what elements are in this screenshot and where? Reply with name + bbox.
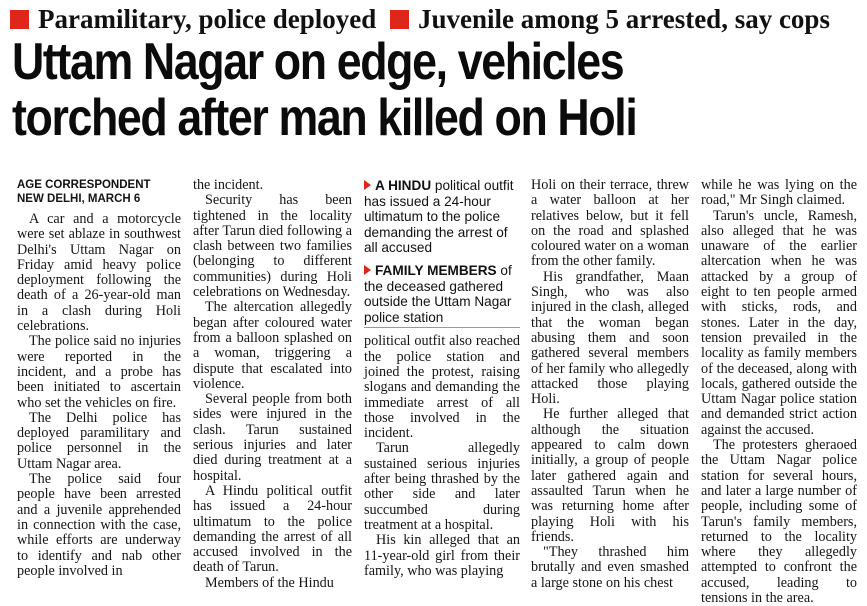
paragraph: The police said no injuries were reported in the incident, and a probe has been initiated to ascertain who set the vehicles on fire. [17, 333, 181, 411]
kicker-2: Juvenile among 5 arrested, say cops [417, 4, 830, 34]
paragraph: The police said four people have been arrested and a juvenile apprehended in connection with the case, while efforts are underway to identify and nab other people involved in [17, 471, 181, 579]
headline-line-2: torched after man killed on Holi [12, 89, 637, 147]
paragraph: A Hindu political outfit has issued a 24-hour ultimatum to the police demanding the arrest of all accused involved in the death of Tarun. [193, 482, 352, 576]
paragraph: His grandfather, Maan Singh, who was also injured in the clash, alleged that the woman began abusing them and soon gathered several members of her family who allegedly attacked those playing Holi. [531, 268, 689, 408]
paragraph: Tarun allegedly sustained serious injuries after being thrashed by the other side and later succumbed during treatment at a hospital. [364, 440, 520, 533]
highlight-1-text: political outfit has issued a 24-hour ultimatum to the police demanding the arrest of all accused [364, 178, 514, 256]
column-1 [17, 178, 181, 579]
paragraph: Holi on their terrace, threw a water balloon at her relatives below, but it fell on the road and splashed coloured water on a woman from the other family. [531, 177, 689, 270]
paragraph: A car and a motorcycle were set ablaze in southwest Delhi's Uttam Nagar on Friday amid heavy police deployment following the death of a 26-year-old man in a clash during Holi celebrations. [17, 211, 181, 335]
highlight-2 [364, 263, 520, 328]
highlight-2-text: of the deceased gathered outside the Uttam Nagar police station [364, 262, 512, 325]
paragraph: the incident. [193, 177, 264, 193]
highlight-1-lead: A HINDU [375, 178, 432, 193]
kicker-1: Paramilitary, police deployed [38, 4, 377, 34]
paragraph: The Delhi police has deployed paramilitary and police personnel in the Uttam Nagar area. [17, 409, 181, 472]
paragraph: political outfit also reached the police station and joined the protest, raising slogans and demanding the immediate arrest of all those involved in the incident. [364, 333, 520, 442]
paragraph: "They thrashed him brutally and even smashed a large stone on his chest [531, 544, 689, 591]
paragraph: Tarun's uncle, Ramesh, also alleged that he was unaware of the earlier altercation when he was attacked by a group of eight to ten people armed with sticks, rods, and stones. Later in the day, tension prevailed in the locality as family members of the deceased, along with locals, gathered outside the Uttam Nagar police station and demanded strict action against the accused. [701, 207, 857, 438]
paragraph: The altercation allegedly began after coloured water from a balloon splashed on a woman, triggering a dispute that escalated into violence. [193, 299, 352, 392]
highlight-1 [364, 178, 520, 256]
byline-author: AGE CORRESPONDENT [17, 179, 151, 191]
paragraph: Several people from both sides were injured in the clash. Tarun sustained serious injuries and later died during treatment at a hospital. [193, 391, 352, 484]
paragraph: while he was lying on the road," Mr Singh claimed. [701, 177, 857, 209]
paragraph: His kin alleged that an 11-year-old girl from their family, who was playing [364, 532, 520, 579]
column-5 [701, 178, 857, 606]
highlight-2-lead: FAMILY MEMBERS [375, 262, 497, 278]
red-triangle-bullet-icon [364, 180, 371, 190]
red-square-bullet-icon [10, 10, 29, 29]
paragraph: Members of the Hindu [205, 574, 334, 591]
paragraph: Security has been tightened in the locality after Tarun died following a clash between two families (belonging to different communities) during Holi celebrations on Wednesday. [193, 192, 352, 301]
column-2 [193, 178, 352, 591]
byline-dateline: NEW DELHI, MARCH 6 [17, 193, 141, 205]
red-square-bullet-icon [390, 10, 409, 29]
column-3 [364, 178, 520, 579]
paragraph: He further alleged that although the situation appeared to calm down initially, a group of people later gathered again and assaulted Tarun when he was returning home after playing Holi with his friends. [531, 406, 689, 545]
red-triangle-bullet-icon [364, 265, 371, 275]
column-4 [531, 178, 689, 591]
headline-line-1: Uttam Nagar on edge, vehicles [12, 33, 624, 91]
kicker-line [10, 2, 860, 36]
paragraph: The protesters gheraoed the Uttam Nagar police station for several hours, and later a large number of people, including some of Tarun's family members, returned to the locality where they allegedly attempted to confront the accused, leading to tensions in the area. [701, 437, 857, 606]
headline [12, 34, 743, 146]
